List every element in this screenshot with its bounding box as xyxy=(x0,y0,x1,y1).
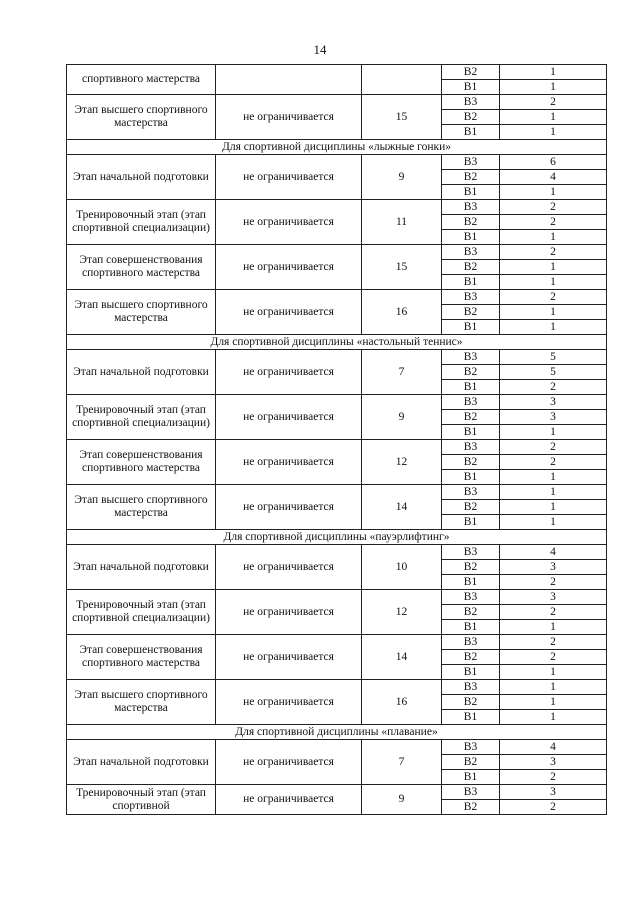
count-cell: 1 xyxy=(500,230,607,245)
category-cell: В3 xyxy=(442,545,500,560)
category-cell: В1 xyxy=(442,470,500,485)
category-cell: В2 xyxy=(442,800,500,815)
limit-cell: не ограничивается xyxy=(216,155,362,200)
count-cell: 3 xyxy=(500,395,607,410)
table-row xyxy=(67,545,607,560)
count-cell: 1 xyxy=(500,695,607,710)
stage-cell: Тренировочный этап (этап спортивной xyxy=(67,785,216,815)
count-cell: 2 xyxy=(500,575,607,590)
category-cell: В3 xyxy=(442,245,500,260)
category-cell: В1 xyxy=(442,380,500,395)
category-cell: В1 xyxy=(442,770,500,785)
age-cell: 16 xyxy=(362,290,442,335)
count-cell: 1 xyxy=(500,620,607,635)
count-cell: 2 xyxy=(500,650,607,665)
table-row xyxy=(67,395,607,410)
count-cell: 1 xyxy=(500,125,607,140)
category-cell: В2 xyxy=(442,365,500,380)
category-cell: В1 xyxy=(442,425,500,440)
stage-cell: Этап начальной подготовки xyxy=(67,545,216,590)
count-cell: 4 xyxy=(500,545,607,560)
limit-cell: не ограничивается xyxy=(216,680,362,725)
count-cell: 1 xyxy=(500,80,607,95)
count-cell: 2 xyxy=(500,455,607,470)
stage-cell: Тренировочный этап (этап спортивной специализации) xyxy=(67,200,216,245)
count-cell: 2 xyxy=(500,635,607,650)
stage-cell: Этап высшего спортивного мастерства xyxy=(67,290,216,335)
count-cell: 1 xyxy=(500,710,607,725)
page-number: 14 xyxy=(313,42,327,57)
category-cell: В3 xyxy=(442,740,500,755)
category-cell: В1 xyxy=(442,710,500,725)
category-cell: В2 xyxy=(442,65,500,80)
count-cell: 2 xyxy=(500,95,607,110)
stage-cell: Этап начальной подготовки xyxy=(67,740,216,785)
stage-cell-continuation: спортивного мастерства xyxy=(67,65,216,95)
age-cell: 11 xyxy=(362,200,442,245)
category-cell: В2 xyxy=(442,560,500,575)
category-cell: В1 xyxy=(442,80,500,95)
stage-cell: Этап высшего спортивного мастерства xyxy=(67,680,216,725)
stage-cell: Этап совершенствования спортивного мастерства xyxy=(67,245,216,290)
count-cell: 3 xyxy=(500,410,607,425)
stage-cell: Этап начальной подготовки xyxy=(67,350,216,395)
age-cell: 10 xyxy=(362,545,442,590)
table-row xyxy=(67,485,607,500)
count-cell: 2 xyxy=(500,605,607,620)
table-row xyxy=(67,200,607,215)
limit-cell: не ограничивается xyxy=(216,290,362,335)
category-cell: В3 xyxy=(442,155,500,170)
limit-cell: не ограничивается xyxy=(216,590,362,635)
age-cell: 7 xyxy=(362,740,442,785)
count-cell: 1 xyxy=(500,515,607,530)
category-cell: В3 xyxy=(442,350,500,365)
count-cell: 3 xyxy=(500,755,607,770)
count-cell: 1 xyxy=(500,665,607,680)
category-cell: В2 xyxy=(442,650,500,665)
count-cell: 1 xyxy=(500,275,607,290)
category-cell: В3 xyxy=(442,785,500,800)
category-cell: В1 xyxy=(442,185,500,200)
count-cell: 5 xyxy=(500,350,607,365)
table-row xyxy=(67,440,607,455)
discipline-header: Для спортивной дисциплины «лыжные гонки» xyxy=(67,140,607,155)
category-cell: В3 xyxy=(442,200,500,215)
category-cell: В1 xyxy=(442,575,500,590)
category-cell: В2 xyxy=(442,170,500,185)
discipline-header: Для спортивной дисциплины «плавание» xyxy=(67,725,607,740)
count-cell: 3 xyxy=(500,560,607,575)
limit-cell: не ограничивается xyxy=(216,440,362,485)
limit-cell xyxy=(216,65,362,95)
category-cell: В2 xyxy=(442,215,500,230)
category-cell: В1 xyxy=(442,320,500,335)
category-cell: В2 xyxy=(442,455,500,470)
limit-cell: не ограничивается xyxy=(216,245,362,290)
category-cell: В3 xyxy=(442,395,500,410)
discipline-row xyxy=(67,725,607,740)
count-cell: 2 xyxy=(500,770,607,785)
count-cell: 1 xyxy=(500,500,607,515)
count-cell: 4 xyxy=(500,740,607,755)
count-cell: 2 xyxy=(500,215,607,230)
limit-cell: не ограничивается xyxy=(216,350,362,395)
category-cell: В3 xyxy=(442,680,500,695)
table-row xyxy=(67,680,607,695)
count-cell: 4 xyxy=(500,170,607,185)
age-cell: 9 xyxy=(362,155,442,200)
category-cell: В3 xyxy=(442,440,500,455)
table-row xyxy=(67,95,607,110)
count-cell: 5 xyxy=(500,365,607,380)
stage-cell: Этап начальной подготовки xyxy=(67,155,216,200)
discipline-header: Для спортивной дисциплины «настольный теннис» xyxy=(67,335,607,350)
category-cell: В2 xyxy=(442,305,500,320)
age-cell: 15 xyxy=(362,245,442,290)
table-row xyxy=(67,290,607,305)
category-cell: В1 xyxy=(442,125,500,140)
count-cell: 1 xyxy=(500,485,607,500)
age-cell: 9 xyxy=(362,785,442,815)
stage-cell: Тренировочный этап (этап спортивной специализации) xyxy=(67,590,216,635)
category-cell: В2 xyxy=(442,410,500,425)
category-cell: В3 xyxy=(442,485,500,500)
count-cell: 1 xyxy=(500,65,607,80)
category-cell: В3 xyxy=(442,290,500,305)
count-cell: 2 xyxy=(500,800,607,815)
category-cell: В1 xyxy=(442,515,500,530)
table-row xyxy=(67,245,607,260)
count-cell: 3 xyxy=(500,590,607,605)
limit-cell: не ограничивается xyxy=(216,740,362,785)
limit-cell: не ограничивается xyxy=(216,635,362,680)
count-cell: 1 xyxy=(500,185,607,200)
discipline-row xyxy=(67,530,607,545)
age-cell: 16 xyxy=(362,680,442,725)
limit-cell: не ограничивается xyxy=(216,545,362,590)
count-cell: 2 xyxy=(500,290,607,305)
category-cell: В1 xyxy=(442,275,500,290)
table-row xyxy=(67,65,607,80)
count-cell: 1 xyxy=(500,305,607,320)
stage-cell: Этап совершенствования спортивного мастерства xyxy=(67,440,216,485)
count-cell: 2 xyxy=(500,380,607,395)
age-cell xyxy=(362,65,442,95)
category-cell: В3 xyxy=(442,590,500,605)
count-cell: 1 xyxy=(500,320,607,335)
table-row xyxy=(67,785,607,800)
count-cell: 2 xyxy=(500,200,607,215)
count-cell: 1 xyxy=(500,110,607,125)
age-cell: 14 xyxy=(362,485,442,530)
category-cell: В3 xyxy=(442,95,500,110)
count-cell: 3 xyxy=(500,785,607,800)
category-cell: В2 xyxy=(442,695,500,710)
norms-table xyxy=(66,64,607,815)
table-row xyxy=(67,740,607,755)
discipline-header: Для спортивной дисциплины «пауэрлифтинг» xyxy=(67,530,607,545)
count-cell: 2 xyxy=(500,440,607,455)
age-cell: 7 xyxy=(362,350,442,395)
stage-cell: Тренировочный этап (этап спортивной специализации) xyxy=(67,395,216,440)
table-row xyxy=(67,350,607,365)
stage-cell: Этап высшего спортивного мастерства xyxy=(67,95,216,140)
count-cell: 1 xyxy=(500,260,607,275)
count-cell: 1 xyxy=(500,425,607,440)
category-cell: В1 xyxy=(442,665,500,680)
category-cell: В2 xyxy=(442,755,500,770)
count-cell: 6 xyxy=(500,155,607,170)
age-cell: 9 xyxy=(362,395,442,440)
age-cell: 15 xyxy=(362,95,442,140)
age-cell: 12 xyxy=(362,590,442,635)
table-row xyxy=(67,590,607,605)
category-cell: В2 xyxy=(442,605,500,620)
limit-cell: не ограничивается xyxy=(216,485,362,530)
discipline-row xyxy=(67,140,607,155)
stage-cell: Этап совершенствования спортивного мастерства xyxy=(67,635,216,680)
stage-cell: Этап высшего спортивного мастерства xyxy=(67,485,216,530)
category-cell: В2 xyxy=(442,110,500,125)
table-row xyxy=(67,155,607,170)
discipline-row xyxy=(67,335,607,350)
category-cell: В1 xyxy=(442,620,500,635)
category-cell: В1 xyxy=(442,230,500,245)
age-cell: 14 xyxy=(362,635,442,680)
category-cell: В2 xyxy=(442,260,500,275)
age-cell: 12 xyxy=(362,440,442,485)
category-cell: В2 xyxy=(442,500,500,515)
count-cell: 1 xyxy=(500,470,607,485)
limit-cell: не ограничивается xyxy=(216,785,362,815)
limit-cell: не ограничивается xyxy=(216,95,362,140)
count-cell: 2 xyxy=(500,245,607,260)
limit-cell: не ограничивается xyxy=(216,395,362,440)
count-cell: 1 xyxy=(500,680,607,695)
category-cell: В3 xyxy=(442,635,500,650)
limit-cell: не ограничивается xyxy=(216,200,362,245)
table-row xyxy=(67,635,607,650)
